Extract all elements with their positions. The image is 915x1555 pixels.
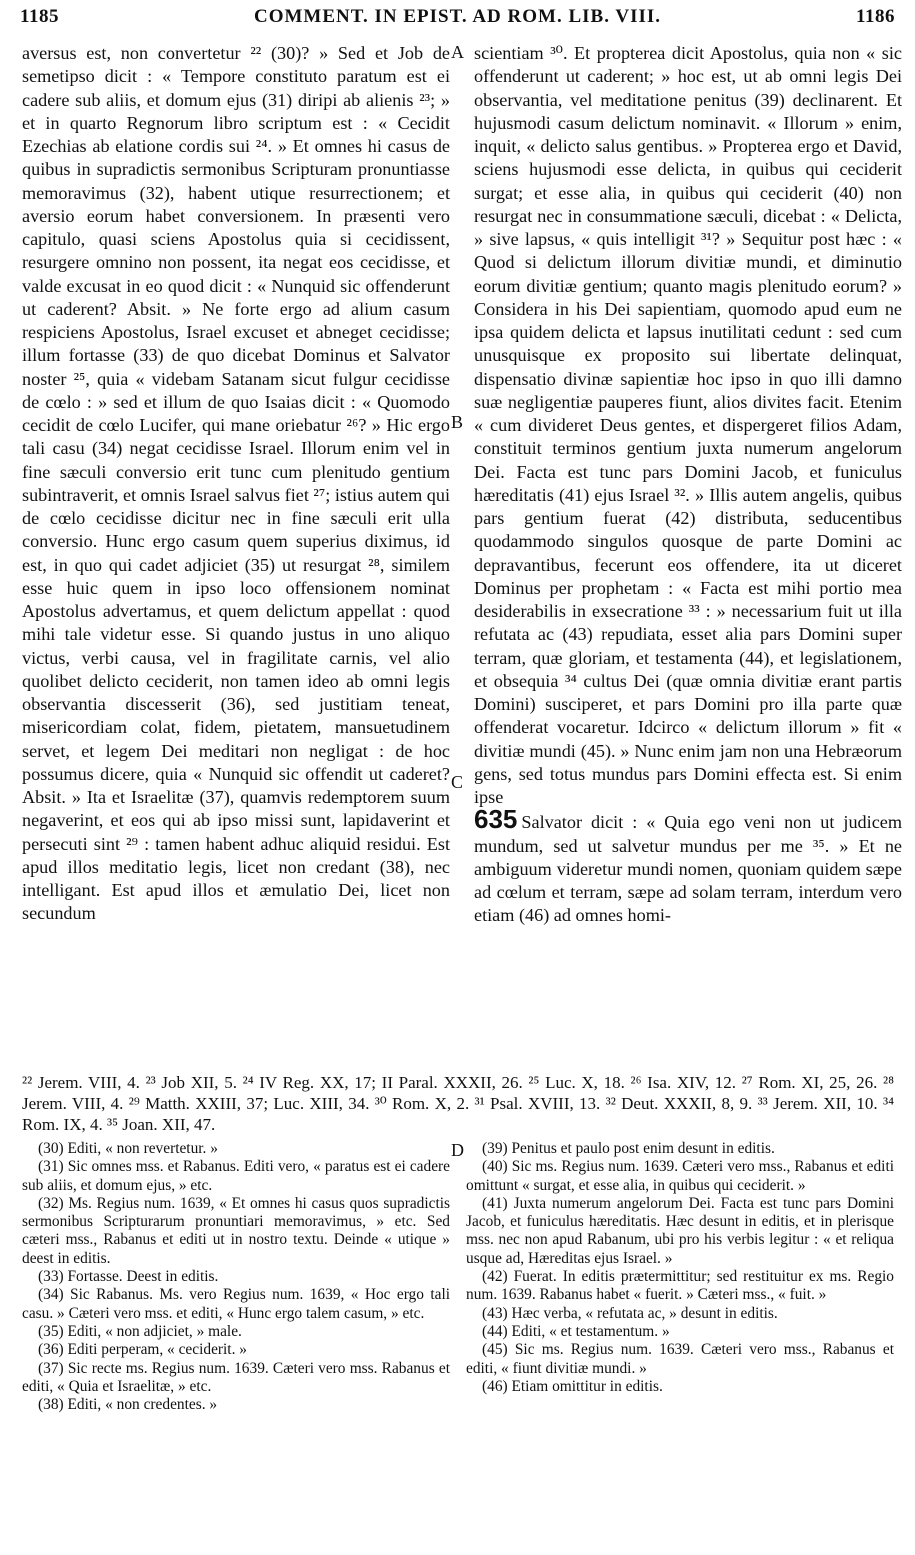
margin-marker-b: B	[451, 412, 464, 432]
footnote: (43) Hæc verba, « refutata ac, » desunt in editis.	[482, 1304, 778, 1322]
references-text: ²² Jerem. VIII, 4. ²³ Job XII, 5. ²⁴ IV Reg. XX, 17; II Paral. XXXII, 26. ²⁵ Luc. X, 18. ²⁶ Isa. XIV, 12. ²⁷ Rom. XI, 25, 26. ²⁸ Jerem. VIII, 4. ²⁹ Matth. XXIII, 37; Luc. XIII, 34. ³⁰ Rom. X, 2. ³¹ Psal. XVIII, 13. ³² Deut. XXXII, 8, 9. ³³ Jerem. XII, 10. ³⁴ Rom. IX, 4. ³⁵ Joan. XII, 47.	[22, 1073, 894, 1134]
footnotes-left	[22, 1140, 450, 1414]
running-head	[20, 6, 895, 32]
footnote: (34) Sic Rabanus. Ms. vero Regius num. 1639, « Hoc ergo tali casu. » Cæteri vero mss. et editi, « Hunc ergo talem casum, » etc.	[22, 1286, 450, 1322]
footnote: (37) Sic recte ms. Regius num. 1639. Cæteri vero mss. Rabanus et editi, « Quia et Israelitæ, » etc.	[22, 1359, 450, 1395]
column-right-text-b: Salvator dicit : « Quia ego veni non ut judicem mundum, sed ut salvetur mundus per me ³⁵. » Et ne ambiguum videretur mundi nomen, quoniam quidem sæpe ad cœlum et terram, sæpe ad solam terram, interdum vero etiam (46) ad omnes homi-	[474, 812, 902, 926]
footnote: (42) Fuerat. In editis prætermittitur; sed restituitur ex ms. Regio num. 1639. Rabanus habet « fuerit. » Cæteri mss., « fuit. »	[466, 1268, 894, 1304]
text-column-right	[474, 42, 902, 1065]
footnote: (44) Editi, « et testamentum. »	[482, 1322, 670, 1340]
margin-marker-d: D	[451, 1140, 464, 1160]
page-number-right: 1186	[856, 6, 895, 27]
margin-marker-a: A	[451, 42, 464, 62]
margin-marker-c: C	[451, 772, 464, 792]
footnote: (32) Ms. Regius num. 1639, « Et omnes hi casus quos supradictis sermonibus Scripturarum pronuntiari memoravimus, » etc. Sed cæteri mss., Rabanus et editi ut in nostro textu. Deinde « utique » deest in editis.	[22, 1194, 450, 1267]
footnote: (46) Etiam omittitur in editis.	[482, 1377, 663, 1395]
footnote: (31) Sic omnes mss. et Rabanus. Editi vero, « paratus est ei cadere sub aliis, et domum ejus, » etc.	[22, 1158, 450, 1194]
page-number-left: 1185	[20, 6, 59, 27]
footnote: (33) Fortasse. Deest in editis.	[38, 1268, 219, 1286]
footnotes-right	[466, 1140, 894, 1396]
footnote: (35) Editi, « non adjiciet, » male.	[38, 1322, 242, 1340]
running-title: COMMENT. IN EPIST. AD ROM. LIB. VIII.	[253, 6, 662, 27]
text-column-left	[22, 42, 450, 1065]
footnote: (39) Penitus et paulo post enim desunt in editis.	[482, 1140, 775, 1157]
scripture-references	[22, 1072, 894, 1135]
column-number: 635	[474, 804, 518, 835]
column-right-text-a: scientiam ³⁰. Et propterea dicit Apostolus, quia non « sic offenderunt ut caderent; » hoc est, ut ab omni legis Dei observantia, vel meditatione penitus (39) declinarent. Et hujusmodi casum delictum nominavit. « Illorum » enim, inquit, « delicto salus gentibus. » Propterea ergo et David, sciens hujusmodi esse delicta, in quibus qui ceciderit surgat; et esse alia, in quibus qui ceciderit (40) non resurgat nec in consummatione sæculi, dicebat : « Delicta, » sive lapsus, « quis intelligit ³¹? » Sequitur post hæc : « Quod si delictum illorum divitiæ mundi, et diminutio eorum divitiæ gentium; quanto magis plenitudo eorum? » Considera in his Dei sapientiam, quomodo apud eum ne ipsa quidem delicta et lapsus inutilitati cedunt : sed cum unusquisque ex proposito sui libertate delinquat, dispensatio divinæ sapientiæ hoc ipso in quo illi damno suæ negligentiæ pauperes fiunt, alios divites facit. Etenim « cum divideret Deus gentes, et dispergeret filios Adam, constituit terminos gentium juxta numerum angelorum Dei. Facta est tunc pars Domini Jacob, et funiculus hæreditatis (41) ejus Israel ³². » Illis autem angelis, quibus pars gentium fuerat (42) distributa, seducentibus quodammodo singulos quosque de parte Domini ac depravantibus, fecerunt eos offendere, ita ut diceret Dominus per prophetam : « Facta est mihi portio mea desiderabilis in exsecratione ³³ : » necessarium fuit ut illa refutata ac (43) repudiata, esset alia pars Domini super terram, quæ gloriam, et testamenta (44), et legislationem, et obsequia ³⁴ cultus Dei (quæ omnia divitiæ erant partis Domini) susciperet, et pars Domini pro illa parte quæ offenderat vocaretur. Idcirco « delictum illorum » fit « divitiæ mundi (45). » Nunc enim jam non una Hebræorum gens, sed totus mundus pars Domini effecta est. Si enim ipse	[474, 43, 902, 807]
column-right-paragraph-b	[474, 804, 902, 927]
footnote: (45) Sic ms. Regius num. 1639. Cæteri vero mss., Rabanus et editi, « fiunt divitiæ mundi. »	[466, 1341, 894, 1377]
column-left-text: aversus est, non convertetur ²² (30)? » Sed et Job de semetipso dicit : « Tempore constituto paratum est ei cadere sub aliis, et domum ejus (31) diripi ab alienis ²³; » et in quarto Regnorum libro scriptum est : « Cecidit Ezechias ab elatione cordis sui ²⁴. » Et omnes hi casus de quibus in supradictis sermonibus Scripturam pronuntiasse memoravimus (32), habent utique resurrectionem; et aversio eorum habet conversionem. In præsenti vero capitulo, quasi sciens Apostolus quia si cecidissent, resurgere omnino non possent, ita negat eos cecidisse, et valde excusat in eo quod dicit : « Nunquid sic offenderunt ut caderent? Absit. » Ne forte ergo ad alium casum respiciens Apostolus, Israel excuset et abneget cecidisse; illum fortasse (33) de quo dicebat Dominus et Salvator noster ²⁵, quia « videbam Satanam sicut fulgur cecidisse de cœlo : » sed et illum de quo Isaias dicit : « Quomodo cecidit de cœlo Lucifer, qui mane oriebatur ²⁶? » Hic ergo tali casu (34) negat cecidisse Israel. Illorum enim vel in fine sæculi conversio erit tunc cum plenitudo gentium subintraverit, et omnis Israel salvus fiet ²⁷; istius autem qui de cœlo cecidisse dicitur nec in fine sæculi erit ulla conversio. Hunc ergo casum quem superius diximus, id est, in quo qui cadet adjiciet (35) ut resurgat ²⁸, similem esse huic quem in ipso loco offensionem nominat Apostolus advertamus, et quem delictum appellat : quod mihi tale videtur esse. Si quando justus in uno aliquo victus, verbi causa, vel in fragilitate carnis, vel alio quolibet delicto ceciderit, non tamen ideo ab omni legis observantia discesserit (36), sed justitiam teneat, misericordiam colat, fidem, pietatem, mansuetudinem servet, et legem Dei meditari non negligat : de hoc possumus dicere, quia « Nunquid sic offendit ut caderet? Absit. » Ita et Israelitæ (37), quamvis redemptorem suum negaverint, et eos qui ab ipso missi sunt, lapidaverint et persecuti sint ²⁹ : tamen habent adhuc aliquid residui. Est apud illos meditatio legis, licet non credant (38), nec intelligant. Est apud illos et æmulatio Dei, licet non secundum	[22, 43, 450, 924]
footnote: (38) Editi, « non credentes. »	[38, 1396, 218, 1414]
footnote: (40) Sic ms. Regius num. 1639. Cæteri vero mss., Rabanus et editi omittunt « surgat, et esse alia, in quibus qui ceciderit. »	[466, 1158, 894, 1194]
footnote: (41) Juxta numerum angelorum Dei. Facta est tunc pars Domini Jacob, et funiculus hæreditatis. Hæc desunt in editis, et in plerisque mss. nec non apud Rabanum, ubi pro his verbis legitur : « et reliqua usque ad, Hæreditas ejus Israel. »	[466, 1194, 894, 1267]
footnote: (30) Editi, « non revertetur. »	[38, 1140, 218, 1157]
footnote: (36) Editi perperam, « ceciderit. »	[38, 1341, 247, 1359]
